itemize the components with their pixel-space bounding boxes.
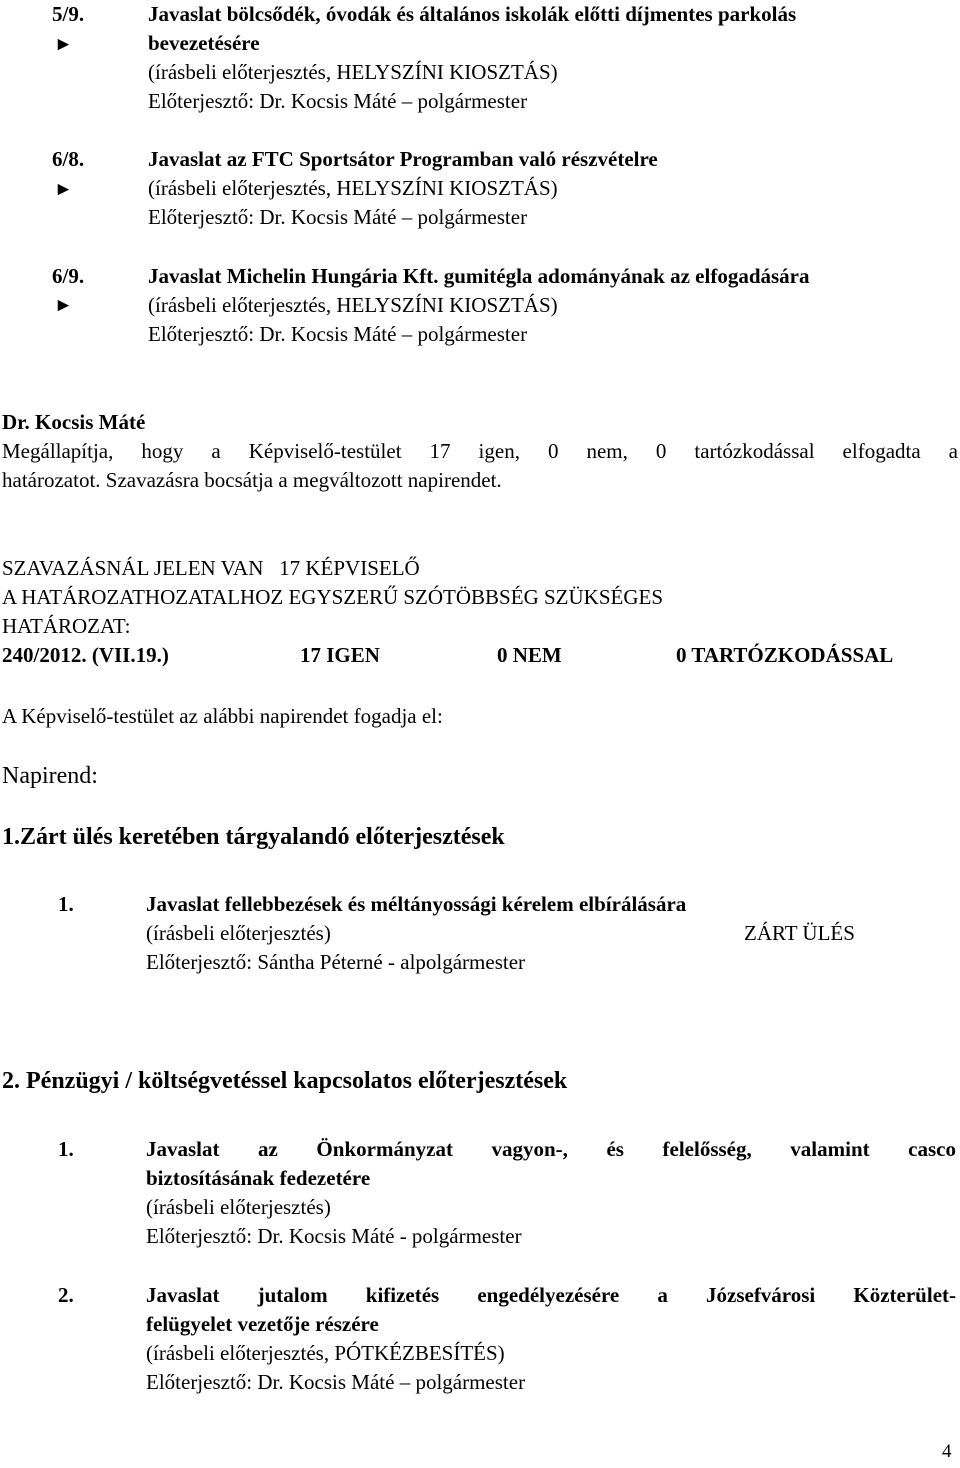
item-title: biztosításának fedezetére — [146, 1166, 371, 1190]
closed-session-label: ZÁRT ÜLÉS — [744, 921, 855, 945]
item-title: Javaslat bölcsődék, óvodák és általános iskolák előtti díjmentes parkolás — [148, 2, 797, 26]
item-info: (írásbeli előterjesztés, HELYSZÍNI KIOSZTÁS) — [148, 293, 558, 317]
arrow-right-icon: ► — [54, 34, 73, 55]
item-presenter: Előterjesztő: Dr. Kocsis Máté – polgármester — [146, 1370, 526, 1394]
item-presenter: Előterjesztő: Sántha Péterné - alpolgármester — [146, 950, 526, 974]
vote-abstain: 0 TARTÓZKODÁSSAL — [676, 643, 894, 667]
adoption-text: A Képviselő-testület az alábbi napirendet fogadja el: — [2, 704, 443, 728]
speaker-name: Dr. Kocsis Máté — [2, 410, 146, 434]
section-heading: 1.Zárt ülés keretében tárgyalandó előterjesztések — [2, 824, 505, 850]
page-number: 4 — [942, 1441, 952, 1462]
item-presenter: Előterjesztő: Dr. Kocsis Máté – polgármester — [148, 205, 528, 229]
vote-yes: 17 IGEN — [300, 643, 380, 667]
item-title: Javaslat jutalom kifizetés engedélyezésére a Józsefvárosi Közterület- — [146, 1283, 956, 1307]
item-number: 6/8. — [52, 147, 85, 171]
item-info: (írásbeli előterjesztés) — [146, 1195, 331, 1219]
item-title: bevezetésére — [148, 31, 260, 55]
item-info: (írásbeli előterjesztés, PÓTKÉZBESÍTÉS) — [146, 1341, 505, 1365]
item-title: Javaslat fellebbezések és méltányossági kérelem elbírálására — [146, 892, 687, 916]
item-number: 5/9. — [52, 2, 85, 26]
item-info: (írásbeli előterjesztés) — [146, 921, 331, 945]
speaker-statement: határozatot. Szavazásra bocsátja a megváltozott napirendet. — [2, 468, 502, 492]
vote-no: 0 NEM — [497, 643, 562, 667]
item-number: 1. — [58, 1137, 74, 1161]
item-number: 6/9. — [52, 264, 85, 288]
item-presenter: Előterjesztő: Dr. Kocsis Máté - polgármester — [146, 1224, 522, 1248]
item-title: felügyelet vezetője részére — [146, 1312, 379, 1336]
resolution-number: 240/2012. (VII.19.) — [2, 643, 169, 667]
item-presenter: Előterjesztő: Dr. Kocsis Máté – polgármester — [148, 89, 528, 113]
vote-majority: A HATÁROZATHOZATALHOZ EGYSZERŰ SZÓTÖBBSÉG SZÜKSÉGES — [2, 585, 663, 609]
item-title: Javaslat Michelin Hungária Kft. gumitégla adományának az elfogadására — [148, 264, 810, 288]
arrow-right-icon: ► — [54, 295, 73, 316]
agenda-heading: Napirend: — [2, 763, 98, 789]
section-heading: 2. Pénzügyi / költségvetéssel kapcsolatos előterjesztések — [2, 1068, 568, 1094]
item-presenter: Előterjesztő: Dr. Kocsis Máté – polgármester — [148, 322, 528, 346]
resolution-label: HATÁROZAT: — [2, 614, 131, 638]
item-title: Javaslat az Önkormányzat vagyon-, és felelősség, valamint casco — [146, 1137, 956, 1161]
item-number: 2. — [58, 1283, 74, 1307]
vote-present: SZAVAZÁSNÁL JELEN VAN 17 KÉPVISELŐ — [2, 556, 420, 580]
item-title: Javaslat az FTC Sportsátor Programban való részvételre — [148, 147, 658, 171]
item-info: (írásbeli előterjesztés, HELYSZÍNI KIOSZTÁS) — [148, 176, 558, 200]
arrow-right-icon: ► — [54, 179, 73, 200]
item-info: (írásbeli előterjesztés, HELYSZÍNI KIOSZTÁS) — [148, 60, 558, 84]
item-number: 1. — [58, 892, 74, 916]
speaker-statement: Megállapítja, hogy a Képviselő-testület 17 igen, 0 nem, 0 tartózkodással elfogadta a — [2, 439, 958, 463]
